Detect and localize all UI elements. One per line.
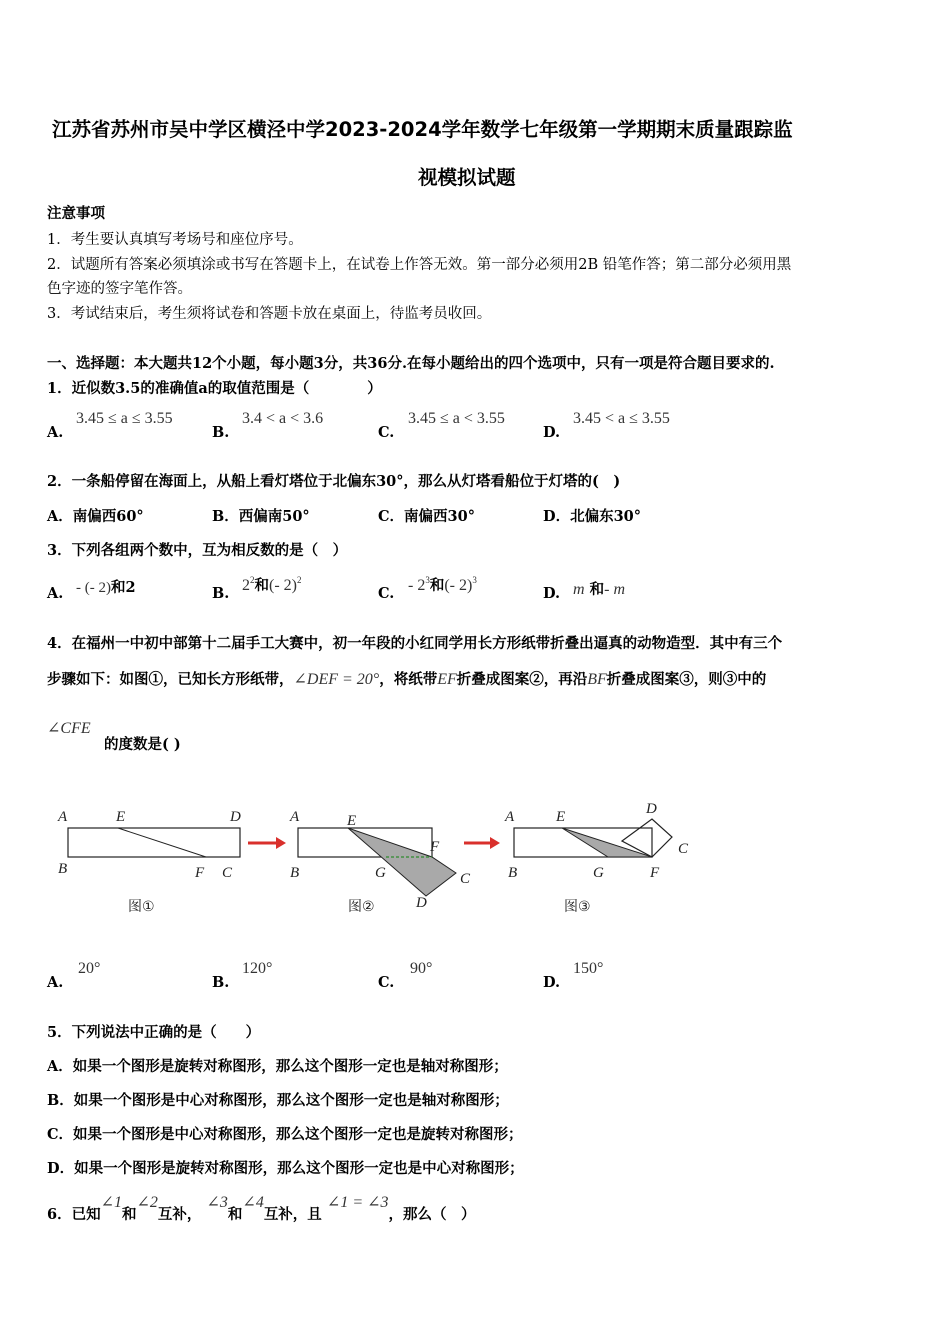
q4-angle-cfe: ∠CFE xyxy=(47,720,91,737)
figure-3 xyxy=(504,801,689,915)
arrow-right-icon xyxy=(464,837,500,849)
q3-c-exp2: 3 xyxy=(472,575,477,585)
fig1-label-f: F xyxy=(195,865,205,881)
q3-option-c-label: C. xyxy=(378,585,395,602)
q4-text-c: 折叠成图案②，再沿 xyxy=(456,671,588,688)
q4-option-c: 90° xyxy=(410,960,433,977)
q1-option-d: 3.45 < a ≤ 3.55 xyxy=(573,410,670,427)
q4-option-d: 150° xyxy=(573,960,604,977)
q4-option-d-label: D. xyxy=(543,974,561,991)
q3-option-a xyxy=(76,576,136,597)
question-4-line2 xyxy=(47,668,766,689)
question-5-stem: 5．下列说法中正确的是（ ） xyxy=(47,1024,261,1041)
q3-d-and: 和 xyxy=(589,581,605,598)
fig2-label-b: B xyxy=(290,865,300,881)
section-heading: 一、选择题：本大题共12个小题，每小题3分，共36分.在每小题给出的四个选项中，只有一项是符合题目要求的. xyxy=(47,355,775,372)
q3-b-base: 2 xyxy=(242,577,250,594)
fig3-label-g: G xyxy=(593,865,604,881)
fig3-label-c: C xyxy=(678,841,689,857)
q3-b-expr: (- 2) xyxy=(269,577,297,594)
arrow-right-icon xyxy=(248,837,286,849)
folding-figure xyxy=(50,795,710,925)
fig1-strip xyxy=(68,828,240,857)
fig1-label-b: B xyxy=(58,861,68,877)
q6-and-1: 和 xyxy=(122,1206,137,1223)
notice-heading: 注意事项 xyxy=(47,205,105,222)
q3-option-d xyxy=(573,578,625,599)
q3-c-expr2: (- 2) xyxy=(444,577,473,594)
fig3-label-b: B xyxy=(508,865,518,881)
fig2-folded-part xyxy=(348,828,456,896)
q6-supplement-2: 互补，且 xyxy=(263,1206,322,1223)
q2-option-b: B．西偏南50° xyxy=(212,508,310,525)
page-title: 江苏省苏州市吴中学区横泾中学2023-2024学年数学七年级第一学期期末质量跟踪监 xyxy=(52,118,793,141)
q6-angle-2: ∠2 xyxy=(136,1194,158,1211)
q5-option-a: A．如果一个图形是旋转对称图形，那么这个图形一定也是轴对称图形； xyxy=(47,1058,508,1075)
question-3-stem: 3．下列各组两个数中，互为相反数的是（ ） xyxy=(47,542,348,559)
fig3-label-e: E xyxy=(556,809,566,825)
fig3-folded-part xyxy=(562,828,652,857)
figure-2 xyxy=(289,809,471,915)
fig2-label-f: F xyxy=(430,839,440,855)
fig1-fold-line xyxy=(118,828,206,857)
q6-angle-3: ∠3 xyxy=(206,1194,228,1211)
fig3-caption: 图③ xyxy=(564,899,591,915)
q6-angle-1: ∠1 xyxy=(100,1194,122,1211)
q6-supplement-1: 互补， xyxy=(157,1206,202,1223)
q1-option-c: 3.45 ≤ a < 3.55 xyxy=(408,410,505,427)
q3-option-c xyxy=(408,574,477,595)
q4-option-b-label: B. xyxy=(212,974,230,991)
fig2-label-e: E xyxy=(347,813,357,829)
page-title-line2: 视模拟试题 xyxy=(418,166,516,189)
question-6-stem xyxy=(47,1191,476,1223)
fig2-label-a: A xyxy=(290,809,300,825)
q1-option-d-label: D. xyxy=(543,424,561,441)
q3-c-expr: - 2 xyxy=(408,577,426,594)
q3-b-and: 和 xyxy=(254,577,269,594)
q4-line3: 的度数是( ) xyxy=(104,736,181,753)
q1-option-b-label: B. xyxy=(212,424,230,441)
q1-option-c-label: C. xyxy=(378,424,395,441)
q4-ef: EF xyxy=(437,671,457,688)
q2-option-c: C．南偏西30° xyxy=(378,508,475,525)
fig2-label-g: G xyxy=(375,865,386,881)
q4-option-a-label: A. xyxy=(47,974,64,991)
q2-option-a: A．南偏西60° xyxy=(47,508,144,525)
q3-option-a-label: A. xyxy=(47,585,64,602)
q3-c-exp: 3 xyxy=(425,575,430,585)
fig2-label-c: C xyxy=(460,871,471,887)
fig2-label-d: D xyxy=(416,895,427,911)
question-2-stem: 2．一条船停留在海面上，从船上看灯塔位于北偏东30°，那么从灯塔看船位于灯塔的( ) xyxy=(47,473,621,490)
question-4-line1: 4．在福州一中初中部第十二届手工大赛中，初一年段的小红同学用长方形纸带折叠出逼真的动物造型．其中有三个 xyxy=(47,635,783,652)
q6-equation: ∠1 = ∠3 xyxy=(326,1194,389,1211)
q3-a-and: 和2 xyxy=(110,579,136,596)
fig1-label-e: E xyxy=(116,809,126,825)
fig3-label-a: A xyxy=(505,809,515,825)
q3-d-expr: - m xyxy=(604,581,626,598)
fig1-label-c: C xyxy=(222,865,233,881)
q4-option-b: 120° xyxy=(242,960,273,977)
q3-c-and: 和 xyxy=(429,577,445,594)
q5-option-b: B．如果一个图形是中心对称图形，那么这个图形一定也是轴对称图形； xyxy=(47,1092,509,1109)
q6-and-2: 和 xyxy=(227,1206,243,1223)
figure-1 xyxy=(57,809,241,915)
fig1-label-d: D xyxy=(230,809,241,825)
q3-d-var: m xyxy=(573,581,585,598)
q3-option-d-label: D. xyxy=(543,585,561,602)
notice-item: 2．试题所有答案必须填涂或书写在答题卡上，在试卷上作答无效。第一部分必须用2B 铅笔作答；第二部分必须用黑 xyxy=(47,257,792,273)
fig1-label-a: A xyxy=(58,809,68,825)
fig1-caption: 图① xyxy=(128,899,155,915)
fig3-label-d: D xyxy=(646,801,657,817)
q6-suffix: ，那么（ ） xyxy=(388,1206,476,1223)
q1-option-b: 3.4 < a < 3.6 xyxy=(242,410,324,427)
q6-prefix: 6．已知 xyxy=(47,1206,101,1223)
q3-option-b xyxy=(242,574,301,595)
notice-item: 1．考生要认真填写考场号和座位序号。 xyxy=(47,232,303,248)
q3-b-exp: 2 xyxy=(250,575,255,585)
question-1-stem: 1．近似数3.5的准确值a的取值范围是（ ） xyxy=(47,380,382,397)
q4-option-a: 20° xyxy=(78,960,101,977)
q5-option-c: C．如果一个图形是中心对称图形，那么这个图形一定也是旋转对称图形； xyxy=(47,1126,523,1143)
fig3-label-f: F xyxy=(650,865,660,881)
q3-option-b-label: B. xyxy=(212,585,230,602)
q4-bf: BF xyxy=(587,671,607,688)
q4-text-b: ，将纸带 xyxy=(379,671,438,688)
q5-option-d: D．如果一个图形是旋转对称图形，那么这个图形一定也是中心对称图形； xyxy=(47,1160,524,1177)
q4-angle-def: ∠DEF = 20° xyxy=(293,671,380,688)
q3-b-exp2: 2 xyxy=(296,575,302,585)
q4-text-d: 折叠成图案③，则③中的 xyxy=(606,671,767,688)
q1-option-a: 3.45 ≤ a ≤ 3.55 xyxy=(76,410,173,427)
q4-option-c-label: C. xyxy=(378,974,395,991)
q1-option-a-label: A. xyxy=(47,424,64,441)
q4-text-a: 步骤如下：如图①，已知长方形纸带， xyxy=(47,671,294,688)
q2-option-d: D．北偏东30° xyxy=(543,508,642,525)
q6-angle-4: ∠4 xyxy=(242,1194,264,1211)
q3-a-expr: - (- 2) xyxy=(76,580,111,596)
notice-item: 色字迹的签字笔作答。 xyxy=(47,281,192,297)
notice-item: 3．考试结束后，考生须将试卷和答题卡放在桌面上，待监考员收回。 xyxy=(47,306,492,322)
fig2-caption: 图② xyxy=(348,899,375,915)
